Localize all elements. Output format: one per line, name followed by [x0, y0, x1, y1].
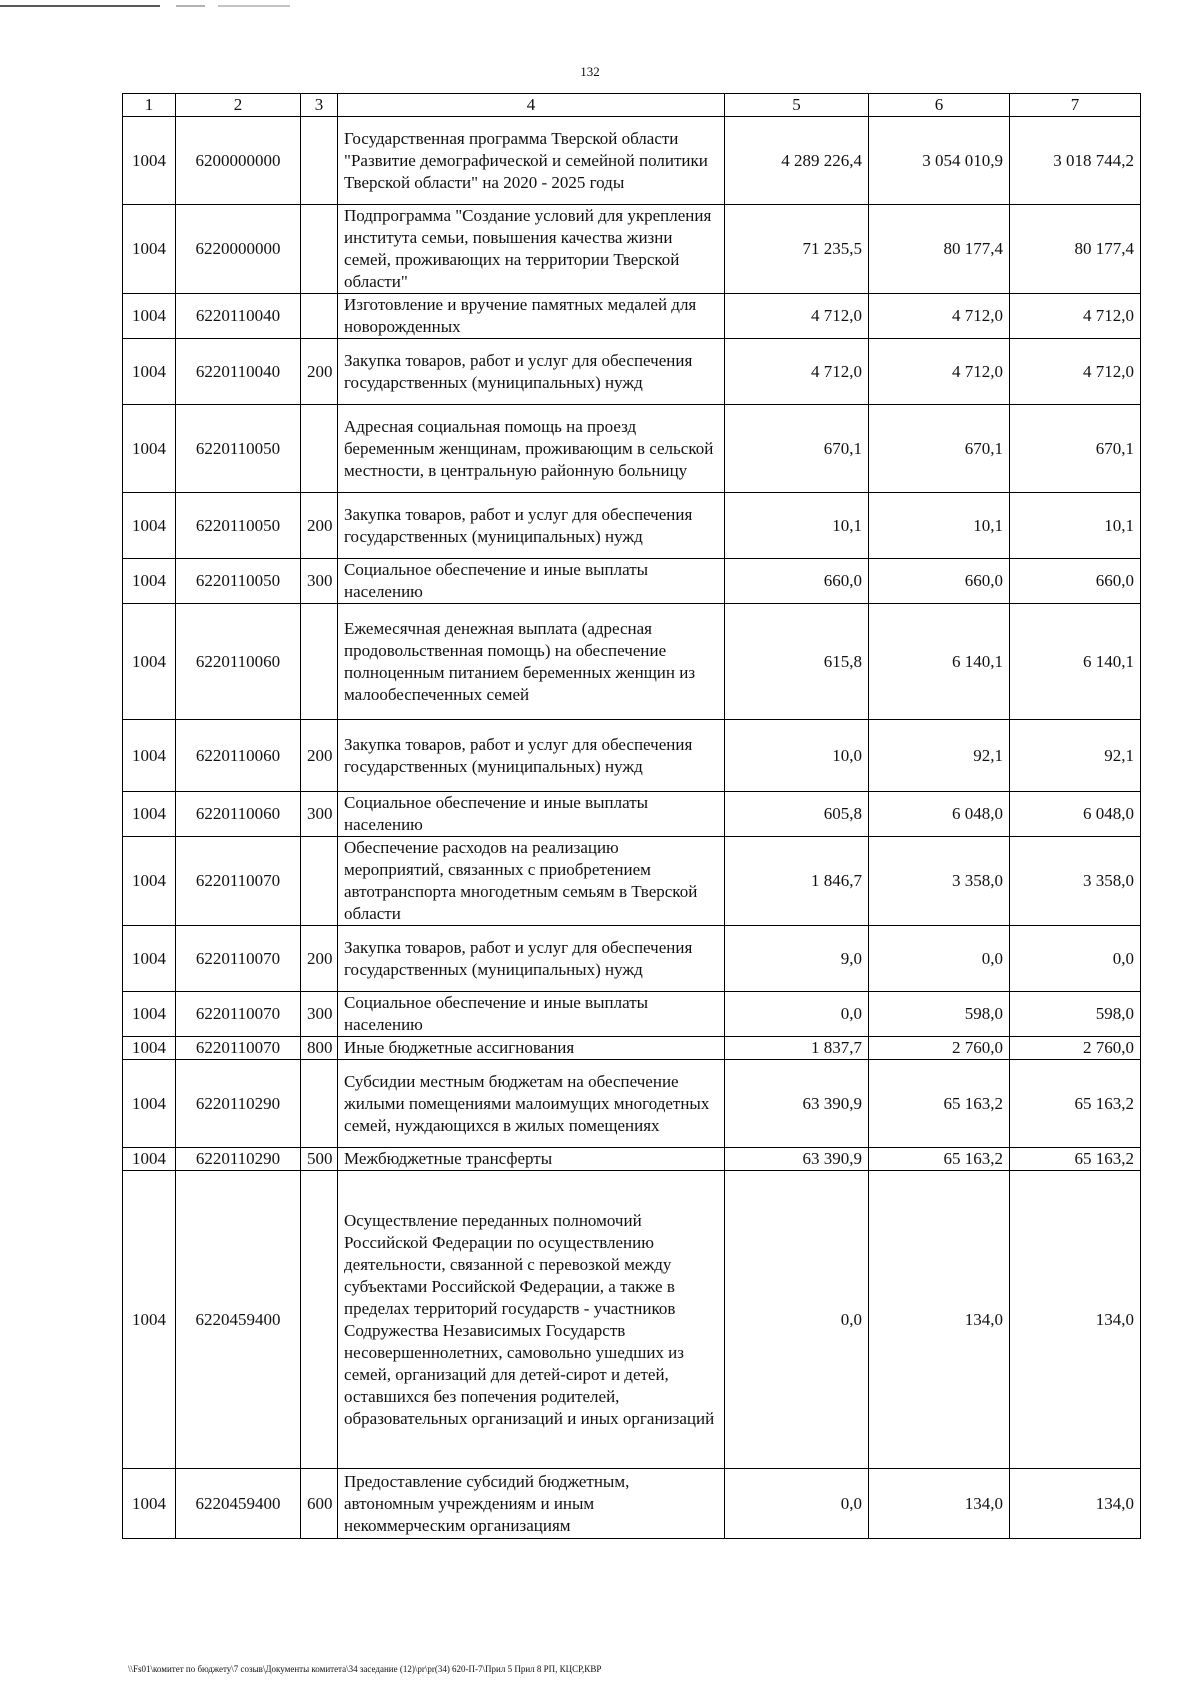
amount-2021-cell: 92,1 — [869, 720, 1010, 792]
name-cell: Ежемесячная денежная выплата (адресная продовольственная помощь) на обеспечение полноценным питанием беременных женщин из малообеспеченных семей — [338, 604, 725, 720]
page-number: 132 — [580, 64, 600, 79]
amount-2020-cell: 4 712,0 — [725, 339, 869, 405]
header-col-1: 1 — [123, 94, 176, 117]
name-cell: Осуществление переданных полномочий Российской Федерации по осуществлению деятельности, связанной с перевозкой между субъектами Российской Федерации, а также в пределах территорий государств - участников Содружества Независимых Государств несовершеннолетних, самовольно ушедших из семей, организаций для детей-сирот и детей, оставшихся без попечения родителей, образовательных организаций и иных организаций — [338, 1171, 725, 1469]
target-article-cell: 6220459400 — [176, 1171, 301, 1469]
name-cell: Закупка товаров, работ и услуг для обеспечения государственных (муниципальных) нужд — [338, 339, 725, 405]
amount-2022-cell: 65 163,2 — [1010, 1148, 1141, 1171]
expense-type-cell — [301, 294, 338, 339]
table-row — [123, 992, 1141, 1037]
table-row — [123, 792, 1141, 837]
section-cell: 1004 — [123, 1171, 176, 1469]
amount-2022-cell: 598,0 — [1010, 992, 1141, 1037]
amount-2022-cell: 4 712,0 — [1010, 339, 1141, 405]
amount-2020-cell: 0,0 — [725, 1171, 869, 1469]
footer-file-path: \\Fs01\комитет по бюджету\7 созыв\Документы комитета\34 заседание (12)\pr\pr(34) 620-П-7\Прил 5 Прил 8 РП, КЦСР,КВР — [128, 1664, 602, 1674]
target-article-cell: 6220110070 — [176, 837, 301, 926]
section-cell: 1004 — [123, 926, 176, 992]
amount-2021-cell: 10,1 — [869, 493, 1010, 559]
amount-2020-cell: 670,1 — [725, 405, 869, 493]
target-article-cell: 6220110060 — [176, 604, 301, 720]
header-col-7: 7 — [1010, 94, 1141, 117]
amount-2021-cell: 3 054 010,9 — [869, 117, 1010, 205]
table-row — [123, 1171, 1141, 1469]
amount-2021-cell: 65 163,2 — [869, 1060, 1010, 1148]
header-col-5: 5 — [725, 94, 869, 117]
table-row — [123, 926, 1141, 992]
expense-type-cell — [301, 1060, 338, 1148]
section-cell: 1004 — [123, 1037, 176, 1060]
target-article-cell: 6220110290 — [176, 1148, 301, 1171]
expense-type-cell: 800 — [301, 1037, 338, 1060]
amount-2020-cell: 10,0 — [725, 720, 869, 792]
name-cell: Межбюджетные трансферты — [338, 1148, 725, 1171]
section-cell: 1004 — [123, 1060, 176, 1148]
amount-2022-cell: 134,0 — [1010, 1469, 1141, 1539]
scan-artifact-lines — [0, 0, 1200, 20]
amount-2020-cell: 4 712,0 — [725, 294, 869, 339]
table-row — [123, 205, 1141, 294]
name-cell: Предоставление субсидий бюджетным, автономным учреждениям и иным некоммерческим организациям — [338, 1469, 725, 1539]
amount-2021-cell: 65 163,2 — [869, 1148, 1010, 1171]
amount-2021-cell: 134,0 — [869, 1171, 1010, 1469]
header-col-4: 4 — [338, 94, 725, 117]
target-article-cell: 6220110070 — [176, 1037, 301, 1060]
amount-2022-cell: 2 760,0 — [1010, 1037, 1141, 1060]
name-cell: Субсидии местным бюджетам на обеспечение жилыми помещениями малоимущих многодетных семей, нуждающихся в жилых помещениях — [338, 1060, 725, 1148]
amount-2021-cell: 3 358,0 — [869, 837, 1010, 926]
section-cell: 1004 — [123, 294, 176, 339]
name-cell: Подпрограмма "Создание условий для укрепления института семьи, повышения качества жизни семей, проживающих на территории Тверской области" — [338, 205, 725, 294]
amount-2021-cell: 4 712,0 — [869, 294, 1010, 339]
amount-2022-cell: 3 018 744,2 — [1010, 117, 1141, 205]
target-article-cell: 6220000000 — [176, 205, 301, 294]
amount-2022-cell: 6 048,0 — [1010, 792, 1141, 837]
target-article-cell: 6220110040 — [176, 339, 301, 405]
amount-2020-cell: 660,0 — [725, 559, 869, 604]
amount-2022-cell: 10,1 — [1010, 493, 1141, 559]
amount-2022-cell: 92,1 — [1010, 720, 1141, 792]
table-row — [123, 493, 1141, 559]
section-cell: 1004 — [123, 339, 176, 405]
amount-2020-cell: 605,8 — [725, 792, 869, 837]
table-row — [123, 1060, 1141, 1148]
amount-2021-cell: 134,0 — [869, 1469, 1010, 1539]
amount-2021-cell: 4 712,0 — [869, 339, 1010, 405]
amount-2022-cell: 80 177,4 — [1010, 205, 1141, 294]
table-header — [123, 94, 1141, 117]
amount-2020-cell: 63 390,9 — [725, 1148, 869, 1171]
expense-type-cell: 200 — [301, 720, 338, 792]
expense-type-cell — [301, 837, 338, 926]
table-row — [123, 559, 1141, 604]
amount-2022-cell: 134,0 — [1010, 1171, 1141, 1469]
target-article-cell: 6220110060 — [176, 720, 301, 792]
header-row — [123, 94, 1141, 117]
name-cell: Социальное обеспечение и иные выплаты населению — [338, 559, 725, 604]
target-article-cell: 6200000000 — [176, 117, 301, 205]
expense-type-cell — [301, 405, 338, 493]
expense-type-cell: 300 — [301, 792, 338, 837]
header-col-3: 3 — [301, 94, 338, 117]
table-row — [123, 1037, 1141, 1060]
section-cell: 1004 — [123, 117, 176, 205]
amount-2021-cell: 670,1 — [869, 405, 1010, 493]
amount-2020-cell: 10,1 — [725, 493, 869, 559]
name-cell: Социальное обеспечение и иные выплаты населению — [338, 792, 725, 837]
table-row — [123, 1148, 1141, 1171]
target-article-cell: 6220110040 — [176, 294, 301, 339]
section-cell: 1004 — [123, 1148, 176, 1171]
expense-type-cell: 300 — [301, 559, 338, 604]
amount-2022-cell: 670,1 — [1010, 405, 1141, 493]
amount-2022-cell: 65 163,2 — [1010, 1060, 1141, 1148]
section-cell: 1004 — [123, 837, 176, 926]
expense-type-cell: 200 — [301, 339, 338, 405]
name-cell: Закупка товаров, работ и услуг для обеспечения государственных (муниципальных) нужд — [338, 720, 725, 792]
amount-2020-cell: 71 235,5 — [725, 205, 869, 294]
section-cell: 1004 — [123, 604, 176, 720]
target-article-cell: 6220110050 — [176, 559, 301, 604]
amount-2022-cell: 0,0 — [1010, 926, 1141, 992]
table-row — [123, 339, 1141, 405]
amount-2021-cell: 6 140,1 — [869, 604, 1010, 720]
amount-2022-cell: 3 358,0 — [1010, 837, 1141, 926]
name-cell: Закупка товаров, работ и услуг для обеспечения государственных (муниципальных) нужд — [338, 926, 725, 992]
expense-type-cell: 300 — [301, 992, 338, 1037]
expense-type-cell — [301, 205, 338, 294]
section-cell: 1004 — [123, 559, 176, 604]
name-cell: Изготовление и вручение памятных медалей для новорожденных — [338, 294, 725, 339]
name-cell: Иные бюджетные ассигнования — [338, 1037, 725, 1060]
section-cell: 1004 — [123, 720, 176, 792]
amount-2020-cell: 9,0 — [725, 926, 869, 992]
amount-2021-cell: 2 760,0 — [869, 1037, 1010, 1060]
table-row — [123, 837, 1141, 926]
amount-2020-cell: 615,8 — [725, 604, 869, 720]
target-article-cell: 6220110050 — [176, 493, 301, 559]
header-col-6: 6 — [869, 94, 1010, 117]
name-cell: Адресная социальная помощь на проезд беременным женщинам, проживающим в сельской местности, в центральную районную больницу — [338, 405, 725, 493]
header-col-2: 2 — [176, 94, 301, 117]
section-cell: 1004 — [123, 405, 176, 493]
expense-type-cell: 200 — [301, 493, 338, 559]
expense-type-cell: 600 — [301, 1469, 338, 1539]
amount-2020-cell: 0,0 — [725, 992, 869, 1037]
amount-2022-cell: 4 712,0 — [1010, 294, 1141, 339]
expense-type-cell — [301, 1171, 338, 1469]
table-body — [123, 117, 1141, 1539]
amount-2020-cell: 1 837,7 — [725, 1037, 869, 1060]
target-article-cell: 6220110070 — [176, 992, 301, 1037]
name-cell: Обеспечение расходов на реализацию мероприятий, связанных с приобретением автотранспорта многодетным семьям в Тверской области — [338, 837, 725, 926]
amount-2021-cell: 598,0 — [869, 992, 1010, 1037]
table-row — [123, 294, 1141, 339]
amount-2021-cell: 660,0 — [869, 559, 1010, 604]
target-article-cell: 6220110060 — [176, 792, 301, 837]
budget-table — [122, 93, 1141, 1539]
name-cell: Закупка товаров, работ и услуг для обеспечения государственных (муниципальных) нужд — [338, 493, 725, 559]
target-article-cell: 6220110050 — [176, 405, 301, 493]
section-cell: 1004 — [123, 992, 176, 1037]
name-cell: Социальное обеспечение и иные выплаты населению — [338, 992, 725, 1037]
table-row — [123, 117, 1141, 205]
target-article-cell: 6220110070 — [176, 926, 301, 992]
amount-2020-cell: 63 390,9 — [725, 1060, 869, 1148]
expense-type-cell — [301, 117, 338, 205]
amount-2020-cell: 0,0 — [725, 1469, 869, 1539]
section-cell: 1004 — [123, 1469, 176, 1539]
section-cell: 1004 — [123, 493, 176, 559]
amount-2022-cell: 6 140,1 — [1010, 604, 1141, 720]
amount-2020-cell: 4 289 226,4 — [725, 117, 869, 205]
amount-2020-cell: 1 846,7 — [725, 837, 869, 926]
amount-2021-cell: 80 177,4 — [869, 205, 1010, 294]
expense-type-cell: 500 — [301, 1148, 338, 1171]
target-article-cell: 6220110290 — [176, 1060, 301, 1148]
amount-2021-cell: 6 048,0 — [869, 792, 1010, 837]
amount-2021-cell: 0,0 — [869, 926, 1010, 992]
section-cell: 1004 — [123, 792, 176, 837]
expense-type-cell — [301, 604, 338, 720]
amount-2022-cell: 660,0 — [1010, 559, 1141, 604]
table-row — [123, 1469, 1141, 1539]
section-cell: 1004 — [123, 205, 176, 294]
target-article-cell: 6220459400 — [176, 1469, 301, 1539]
table-row — [123, 604, 1141, 720]
name-cell: Государственная программа Тверской области "Развитие демографической и семейной политики Тверской области" на 2020 - 2025 годы — [338, 117, 725, 205]
expense-type-cell: 200 — [301, 926, 338, 992]
table-row — [123, 405, 1141, 493]
table-row — [123, 720, 1141, 792]
